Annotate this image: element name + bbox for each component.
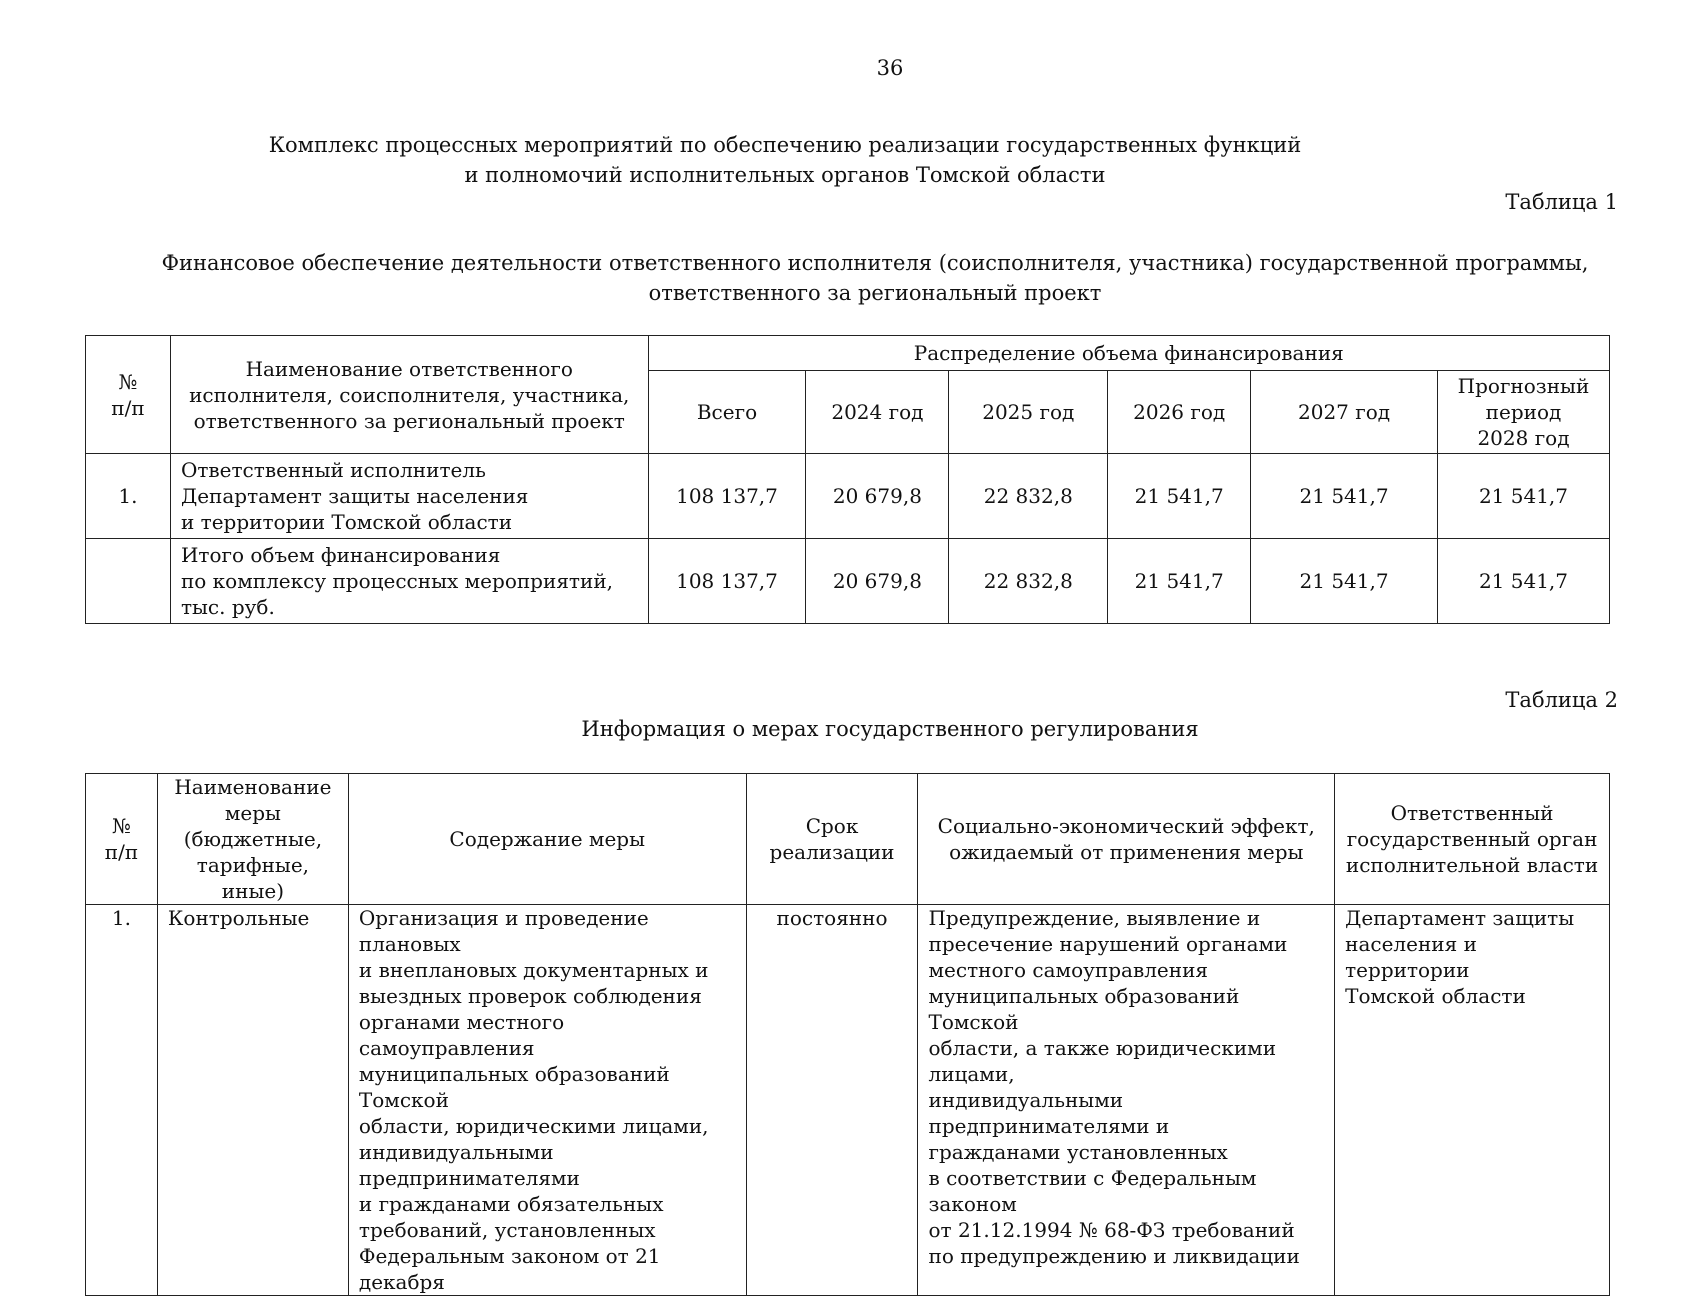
cell-name: Итого объем финансирования по комплексу процессных мероприятий, тыс. руб. xyxy=(170,539,648,624)
document-title: Комплекс процессных мероприятий по обеспечению реализации государственных функций и полномочий исполнительных органов Томской области xyxy=(268,133,1302,187)
header-2025: 2025 год xyxy=(949,371,1108,454)
cell-authority: Департамент защиты населения и территории Томской области xyxy=(1335,905,1610,1296)
header-measure: Наименование меры (бюджетные, тарифные, иные) xyxy=(157,774,348,905)
cell-num: 1. xyxy=(86,905,158,1296)
header-num: № п/п xyxy=(86,774,158,905)
cell-2024: 20 679,8 xyxy=(806,454,949,539)
cell-2025: 22 832,8 xyxy=(949,454,1108,539)
page-number: 36 xyxy=(876,56,904,80)
header-2027: 2027 год xyxy=(1251,371,1438,454)
cell-total: 108 137,7 xyxy=(648,454,806,539)
cell-term: постоянно xyxy=(746,905,918,1296)
cell-2024: 20 679,8 xyxy=(806,539,949,624)
header-2024: 2024 год xyxy=(806,371,949,454)
header-content: Содержание меры xyxy=(348,774,746,905)
cell-num: 1. xyxy=(86,454,171,539)
cell-2025: 22 832,8 xyxy=(949,539,1108,624)
header-effect: Социально-экономический эффект, ожидаемый от применения меры xyxy=(918,774,1335,905)
cell-measure: Контрольные xyxy=(157,905,348,1296)
cell-effect: Предупреждение, выявление и пресечение нарушений органами местного самоуправления муниципальных образований Томской области, а также юридическими лицами, индивидуальными предпринимателями и гражданами установленных в соответствии с Федеральным законом от 21.12.1994 № 68-ФЗ требований по предупреждению и ликвидации xyxy=(918,905,1335,1296)
regulation-table xyxy=(85,773,1610,1296)
table-header-row xyxy=(86,336,1610,371)
table2-label: Таблица 2 xyxy=(1505,688,1618,712)
cell-content: Организация и проведение плановых и внеплановых документарных и выездных проверок соблюдения органами местного самоуправления муниципальных образований Томской области, юридическими лицами, индивидуальными предпринимателями и гражданами обязательных требований, установленных Федеральным законом от 21 декабря xyxy=(348,905,746,1296)
header-num: № п/п xyxy=(86,336,171,454)
cell-2026: 21 541,7 xyxy=(1108,454,1251,539)
header-total: Всего xyxy=(648,371,806,454)
header-distribution: Распределение объема финансирования xyxy=(648,336,1609,371)
table-row xyxy=(86,905,1610,1296)
header-authority: Ответственный государственный орган исполнительной власти xyxy=(1335,774,1610,905)
cell-name: Ответственный исполнитель Департамент защиты населения и территории Томской области xyxy=(170,454,648,539)
table2-title: Информация о мерах государственного регулирования xyxy=(581,717,1199,741)
table-header-row xyxy=(86,774,1610,905)
table-row xyxy=(86,539,1610,624)
table-row xyxy=(86,454,1610,539)
cell-num xyxy=(86,539,171,624)
cell-total: 108 137,7 xyxy=(648,539,806,624)
table1-title: Финансовое обеспечение деятельности ответственного исполнителя (соисполнителя, участника) государственной программы, ответственного за региональный проект xyxy=(161,251,1589,305)
header-forecast: Прогнозный период 2028 год xyxy=(1437,371,1609,454)
cell-forecast: 21 541,7 xyxy=(1437,454,1609,539)
cell-2026: 21 541,7 xyxy=(1108,539,1251,624)
cell-2027: 21 541,7 xyxy=(1251,454,1438,539)
header-2026: 2026 год xyxy=(1108,371,1251,454)
financing-table xyxy=(85,335,1610,624)
table1-label: Таблица 1 xyxy=(1505,190,1618,214)
cell-2027: 21 541,7 xyxy=(1251,539,1438,624)
header-term: Срок реализации xyxy=(746,774,918,905)
header-name: Наименование ответственного исполнителя, соисполнителя, участника, ответственного за региональный проект xyxy=(170,336,648,454)
cell-forecast: 21 541,7 xyxy=(1437,539,1609,624)
